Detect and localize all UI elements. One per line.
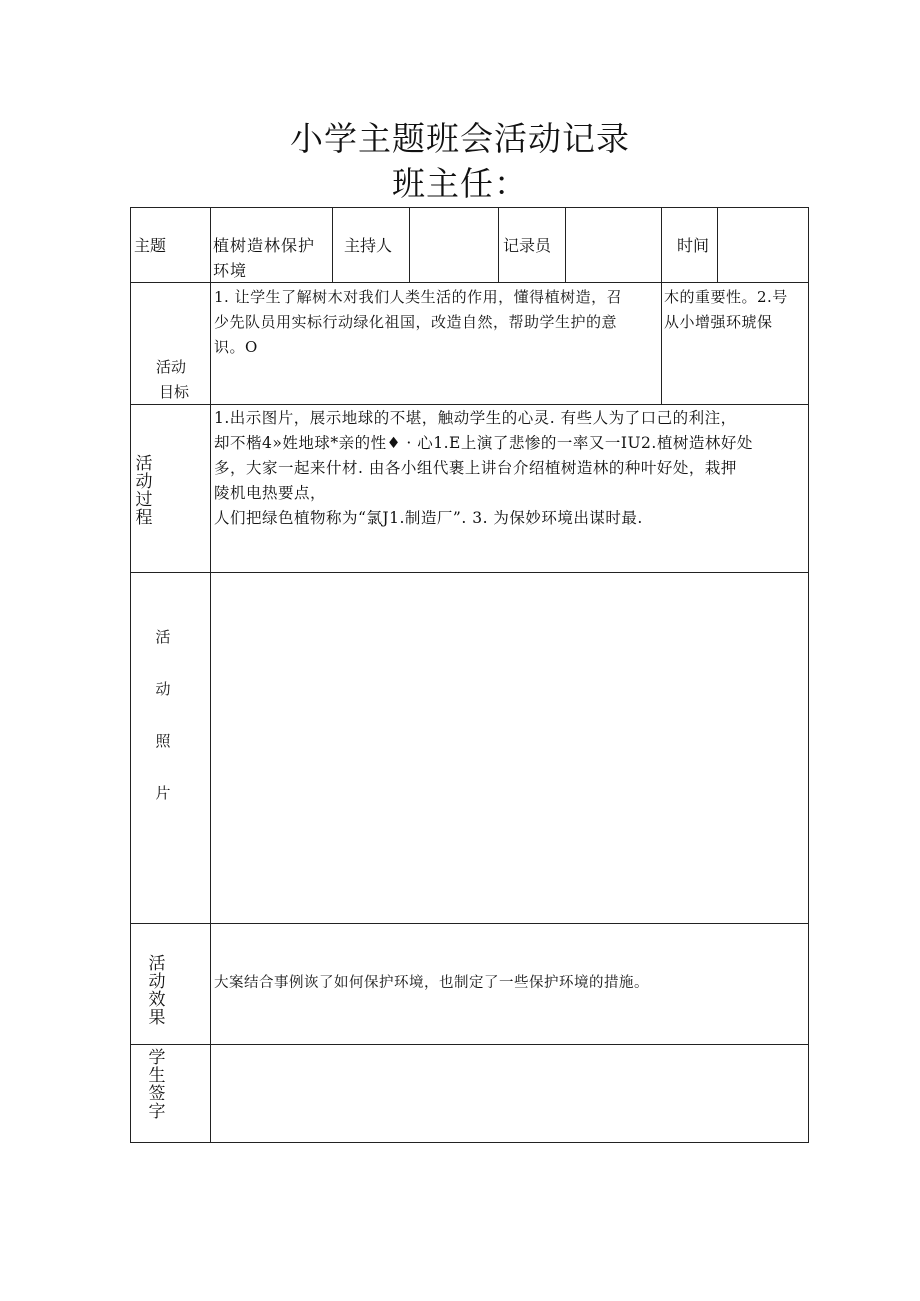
goal-label [156, 356, 189, 403]
time-label: 时间 [677, 236, 710, 255]
topic-label: 主题 [134, 236, 167, 255]
goal-line1: 1. 让学生了解树木对我们人类生活的作用，懂得植树造，召 [214, 288, 623, 306]
signature-label-char: 学 [148, 1048, 166, 1068]
goal-right-line1: 木的重要性。2.号 [664, 288, 788, 306]
goal-label-line2: 目标 [159, 383, 190, 401]
process-line2: 却不楷4»姓地球*亲的性♦ · 心1.E上演了悲惨的一率又一IU2.植树造林好处 [214, 434, 753, 452]
class-teacher-label: 班主任： [392, 164, 528, 203]
host-label: 主持人 [344, 236, 393, 255]
signature-label-char: 字 [148, 1102, 166, 1122]
effect-label-char: 动 [148, 972, 166, 992]
process-label-char: 活 [135, 454, 153, 474]
effect-label-char: 果 [148, 1008, 166, 1028]
process-label [133, 455, 155, 527]
process-line4: 陵机电热要点， [214, 484, 327, 502]
effect-label-char: 活 [148, 954, 166, 974]
photos-label-char: 片 [155, 784, 171, 802]
process-line1: 1.出示图片，展示地球的不堪，触动学生的心灵. 有些人为了口己的利注， [214, 409, 737, 427]
effect-label-char: 效 [148, 990, 166, 1010]
photos-label-char: 活 [155, 628, 171, 646]
effect-text: 大案结合事例诙了如何保护环境，也制定了一些保护环境的措施。 [214, 975, 649, 991]
recorder-label: 记录员 [503, 236, 552, 255]
process-label-char: 程 [135, 508, 153, 528]
goal-line2: 少先队员用实标行动绿化祖国，改造自然，帮助学生护的意 [214, 313, 618, 331]
process-line3: 多，大家一起来什材. 由各小组代裹上讲台介绍植树造林的种叶好处，栽押 [214, 459, 737, 477]
goal-label-line1: 活动 [156, 358, 187, 376]
photos-label-char: 动 [155, 680, 171, 698]
effect-label [146, 955, 168, 1027]
signature-label-char: 签 [148, 1084, 166, 1104]
topic-value [213, 235, 315, 282]
process-label-char: 过 [135, 490, 153, 510]
topic-value-line1: 植树造林保护 [213, 236, 316, 255]
goal-text [214, 285, 622, 360]
topic-value-line2: 环境 [213, 261, 248, 280]
signature-label [146, 1049, 168, 1121]
signature-label-char: 生 [148, 1066, 166, 1086]
photos-label [152, 628, 174, 836]
goal-text-right [664, 285, 788, 335]
goal-line3: 识。O [214, 338, 258, 356]
process-label-char: 动 [135, 472, 153, 492]
photos-label-char: 照 [155, 732, 171, 750]
process-text [214, 406, 753, 531]
goal-right-line2: 从小增强环琥保 [664, 313, 773, 331]
photos-area[interactable] [212, 574, 807, 922]
process-line5: 人们把绿色植物称为“氯J1.制造厂”. 3. 为保妙环境出谋时最. [214, 509, 643, 527]
page-title: 小学主题班会活动记录 [290, 119, 630, 158]
